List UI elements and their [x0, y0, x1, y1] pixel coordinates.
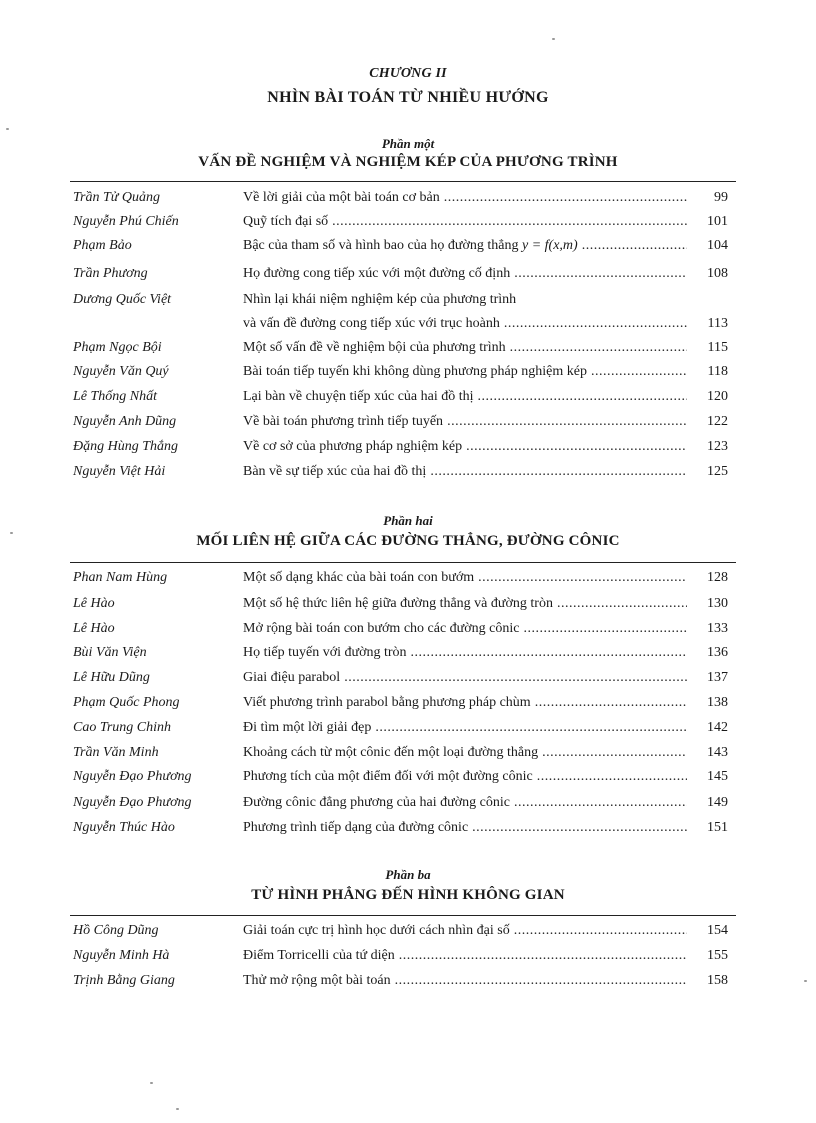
toc-entry	[0, 923, 816, 947]
entry-page: 125	[707, 464, 728, 479]
toc-entry	[0, 720, 816, 744]
toc-entry	[0, 214, 816, 238]
entry-title: Thử mở rộng một bài toán .....	[243, 973, 687, 989]
entry-title	[243, 238, 687, 254]
entry-author: Phạm Quốc Phong	[73, 695, 180, 710]
entry-author: Trần Phương	[73, 266, 148, 281]
section-divider	[70, 181, 736, 182]
entry-title: Bài toán tiếp tuyến khi không dùng phương pháp nghiệm kép .....	[243, 364, 687, 380]
entry-title: Về lời giải của một bài toán cơ bản .....	[243, 190, 687, 206]
entry-page: 120	[707, 389, 728, 404]
toc-entry-continuation	[0, 316, 816, 340]
entry-title: Lại bàn về chuyện tiếp xúc của hai đồ thị .....	[243, 389, 687, 405]
entry-title: Một số dạng khác của bài toán con bướm .....	[243, 570, 687, 586]
entry-formula: y = f(x,m)	[521, 238, 578, 253]
entry-title: Bàn về sự tiếp xúc của hai đồ thị .....	[243, 464, 687, 480]
entry-author: Trịnh Bằng Giang	[73, 973, 175, 988]
chapter-title: NHÌN BÀI TOÁN TỪ NHIỀU HƯỚNG	[267, 89, 549, 106]
toc-entry	[0, 238, 816, 262]
entry-author: Phạm Ngọc Bội	[73, 340, 162, 355]
toc-entry	[0, 745, 816, 769]
entry-author: Phạm Bảo	[73, 238, 132, 253]
entry-page: 108	[707, 266, 728, 281]
toc-entry	[0, 389, 816, 413]
entry-author: Nguyễn Đạo Phương	[73, 769, 192, 784]
entry-title: Phương trình tiếp dạng của đường cônic .....	[243, 820, 687, 836]
toc-entry	[0, 695, 816, 719]
entry-title: Mở rộng bài toán con bướm cho các đường cônic .....	[243, 621, 687, 637]
toc-entry	[0, 266, 816, 290]
entry-page: 138	[707, 695, 728, 710]
entry-author: Trần Tử Quảng	[73, 190, 160, 205]
entry-page: 154	[707, 923, 728, 938]
part-title: VẤN ĐỀ NGHIỆM VÀ NGHIỆM KÉP CỦA PHƯƠNG TRÌNH	[198, 154, 618, 170]
toc-entry	[0, 364, 816, 388]
toc-entry	[0, 340, 816, 364]
entry-title: Nhìn lại khái niệm nghiệm kép của phương trình	[243, 292, 517, 307]
entry-author: Đặng Hùng Thắng	[73, 439, 179, 454]
entry-page: 118	[707, 364, 728, 379]
entry-page: 137	[707, 670, 728, 685]
toc-entry	[0, 820, 816, 844]
entry-author: Trần Văn Minh	[73, 745, 159, 760]
entry-author: Nguyễn Phú Chiến	[73, 214, 179, 229]
section-divider	[70, 915, 736, 916]
entry-page: 104	[707, 238, 728, 253]
entry-author: Hồ Công Dũng	[73, 923, 159, 938]
entry-title: Về bài toán phương trình tiếp tuyến .....	[243, 414, 687, 430]
toc-entry	[0, 596, 816, 620]
part-label: Phần một	[381, 136, 435, 151]
toc-entry	[0, 973, 816, 997]
entry-author: Lê Hữu Dũng	[73, 670, 150, 685]
toc-entry	[0, 570, 816, 594]
entry-author: Phan Nam Hùng	[73, 570, 168, 585]
entry-author: Nguyễn Văn Quý	[73, 364, 169, 379]
entry-page: 158	[707, 973, 728, 988]
entry-author: Lê Hào	[73, 596, 115, 611]
entry-page: 130	[707, 596, 728, 611]
entry-author: Nguyễn Anh Dũng	[73, 414, 177, 429]
section-divider	[70, 562, 736, 563]
entry-page: 122	[707, 414, 728, 429]
toc-entry	[0, 795, 816, 819]
part-label: Phần ba	[385, 867, 431, 882]
part-title: MỐI LIÊN HỆ GIỮA CÁC ĐƯỜNG THẲNG, ĐƯỜNG CÔNIC	[196, 533, 620, 549]
toc-entry	[0, 414, 816, 438]
entry-title: Quỹ tích đại số .....	[243, 214, 687, 230]
toc-entry	[0, 292, 816, 316]
scan-speck	[6, 128, 9, 130]
entry-page: 115	[707, 340, 728, 355]
entry-author: Nguyễn Minh Hà	[73, 948, 170, 963]
scan-speck	[10, 532, 13, 534]
entry-title: Đường cônic đẳng phương của hai đường cônic .....	[243, 795, 687, 811]
toc-entry	[0, 769, 816, 793]
entry-title-continuation: và vấn đề đường cong tiếp xúc với trục hoành .....	[243, 316, 687, 332]
entry-page: 142	[707, 720, 728, 735]
entry-author: Lê Hào	[73, 621, 115, 636]
entry-page: 99	[714, 190, 728, 205]
entry-title: Một số hệ thức liên hệ giữa đường thẳng và đường tròn .....	[243, 596, 687, 612]
toc-entry	[0, 948, 816, 972]
entry-title: Họ đường cong tiếp xúc với một đường cố định .....	[243, 266, 687, 282]
entry-page: 151	[707, 820, 728, 835]
entry-page: 101	[707, 214, 728, 229]
entry-author: Nguyễn Thúc Hào	[73, 820, 175, 835]
scan-speck	[176, 1108, 179, 1110]
entry-author: Cao Trung Chinh	[73, 720, 172, 735]
entry-page: 145	[707, 769, 728, 784]
entry-title: Giai điệu parabol .....	[243, 670, 687, 686]
part-title: TỪ HÌNH PHẲNG ĐẾN HÌNH KHÔNG GIAN	[251, 887, 565, 903]
entry-author: Nguyễn Đạo Phương	[73, 795, 192, 810]
entry-title: Khoảng cách từ một cônic đến một loại đường thẳng .....	[243, 745, 687, 761]
entry-title: Một số vấn đề về nghiệm bội của phương trình .....	[243, 340, 687, 356]
toc-entry	[0, 621, 816, 645]
entry-author: Nguyễn Việt Hải	[73, 464, 166, 479]
entry-title: Họ tiếp tuyến với đường tròn .....	[243, 645, 687, 661]
entry-title: Đi tìm một lời giải đẹp .....	[243, 720, 687, 736]
entry-title: Giải toán cực trị hình học dưới cách nhìn đại số .....	[243, 923, 687, 939]
entry-page: 128	[707, 570, 728, 585]
entry-page: 123	[707, 439, 728, 454]
toc-entry	[0, 190, 816, 214]
entry-title: Phương tích của một điểm đối với một đường cônic .....	[243, 769, 687, 785]
toc-entry	[0, 439, 816, 463]
entry-author: Bùi Văn Viện	[73, 645, 147, 660]
toc-entry	[0, 464, 816, 488]
entry-title: Về cơ sở của phương pháp nghiệm kép .....	[243, 439, 687, 455]
scan-speck	[150, 1082, 153, 1084]
entry-title: Điểm Torricelli của tứ diện .....	[243, 948, 687, 964]
toc-entry	[0, 645, 816, 669]
entry-page: 136	[707, 645, 728, 660]
entry-page: 155	[707, 948, 728, 963]
scan-speck	[552, 38, 555, 40]
scan-speck	[804, 980, 807, 982]
part-label: Phần hai	[383, 513, 433, 528]
entry-page: 113	[707, 316, 728, 331]
entry-author: Lê Thống Nhất	[73, 389, 158, 404]
entry-page: 143	[707, 745, 728, 760]
entry-page: 133	[707, 621, 728, 636]
entry-title: Viết phương trình parabol bằng phương pháp chùm .....	[243, 695, 687, 711]
toc-entry	[0, 670, 816, 694]
entry-author: Dương Quốc Việt	[73, 292, 172, 307]
chapter-label: CHƯƠNG II	[369, 66, 447, 81]
entry-title-text: Bậc của tham số và hình bao của họ đường thẳng	[243, 238, 519, 253]
entry-page: 149	[707, 795, 728, 810]
